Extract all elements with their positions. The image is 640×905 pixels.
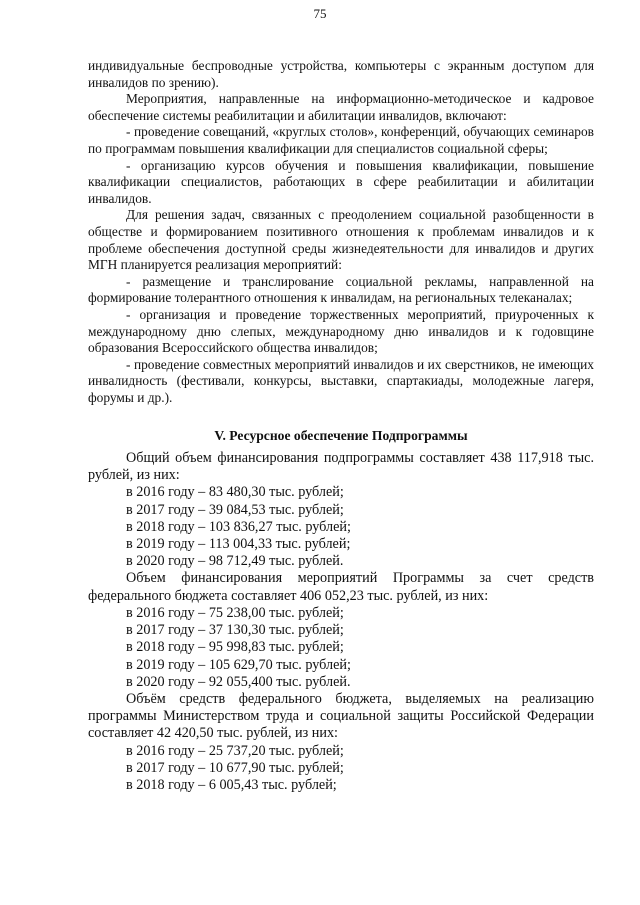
funding-section: [88, 450, 594, 794]
federal-funding-intro: Объем финансирования мероприятий Программы за счет средств федерального бюджета составляет 406 052,23 тыс. рублей, из них:: [88, 570, 594, 604]
paragraph-devices: индивидуальные беспроводные устройства, компьютеры с экранным доступом для инвалидов по зрению).: [88, 58, 594, 90]
document-body: [88, 58, 594, 794]
list-item-advertising: - размещение и транслирование социальной рекламы, направленной на формирование толерантного отношения к инвалидам, на региональных телеканалах;: [88, 273, 594, 306]
page-number: 75: [313, 6, 327, 21]
ministry-funding-year: в 2016 году – 25 737,20 тыс. рублей;: [126, 742, 344, 759]
federal-funding-year: в 2018 году – 95 998,83 тыс. рублей;: [126, 639, 344, 656]
federal-funding-year: в 2019 году – 105 629,70 тыс. рублей;: [126, 656, 351, 673]
total-funding-year: в 2018 году – 103 836,27 тыс. рублей;: [126, 518, 351, 535]
paragraph-measures-intro: Мероприятия, направленные на информационно-методическое и кадровое обеспечение системы реабилитации и абилитации инвалидов, включают:: [88, 91, 594, 123]
total-funding-year: в 2019 году – 113 004,33 тыс. рублей;: [126, 536, 351, 553]
federal-funding-year: в 2020 году – 92 055,400 тыс. рублей.: [126, 673, 351, 690]
total-funding-year: в 2016 году – 83 480,30 тыс. рублей;: [126, 484, 344, 501]
ministry-funding-year: в 2018 году – 6 005,43 тыс. рублей;: [126, 776, 337, 793]
section-heading: V. Ресурсное обеспечение Подпрограммы: [214, 428, 468, 444]
federal-funding-year: в 2017 году – 37 130,30 тыс. рублей;: [126, 622, 344, 639]
federal-funding-year: в 2016 году – 75 238,00 тыс. рублей;: [126, 604, 344, 621]
list-item-joint-events: - проведение совместных мероприятий инвалидов и их сверстников, не имеющих инвалидность (фестивали, конкурсы, выставки, спартакиады, молодежные лагеря, форумы и др.).: [88, 356, 594, 405]
paragraph-tasks-intro: Для решения задач, связанных с преодолением социальной разобщенности в обществе и формированием позитивного отношения к проблемам инвалидов и к проблеме обеспечения доступной среды жизнедеятельности для инвалидов и других МГН планируется реализация мероприятий:: [88, 207, 594, 273]
list-item-meetings: - проведение совещаний, «круглых столов», конференций, обучающих семинаров по программам повышения квалификации для специалистов социальной сферы;: [88, 124, 594, 156]
list-item-courses: - организацию курсов обучения и повышения квалификации, повышение квалификации специалистов, работающих в сфере реабилитации и абилитации инвалидов.: [88, 157, 594, 206]
list-item-events: - организация и проведение торжественных мероприятий, приуроченных к международному дню слепых, международному дню инвалидов и к годовщине образования Всероссийского общества инвалидов;: [88, 306, 594, 356]
total-funding-intro: Общий объем финансирования подпрограммы составляет 438 117,918 тыс. рублей, из них:: [88, 450, 594, 484]
total-funding-year: в 2017 году – 39 084,53 тыс. рублей;: [126, 501, 344, 518]
ministry-funding-intro: Объём средств федерального бюджета, выделяемых на реализацию программы Министерством труда и социальной защиты Российской Федерации составляет 42 420,50 тыс. рублей, из них:: [88, 690, 594, 742]
ministry-funding-year: в 2017 году – 10 677,90 тыс. рублей;: [126, 759, 344, 776]
total-funding-year: в 2020 году – 98 712,49 тыс. рублей.: [126, 553, 344, 570]
